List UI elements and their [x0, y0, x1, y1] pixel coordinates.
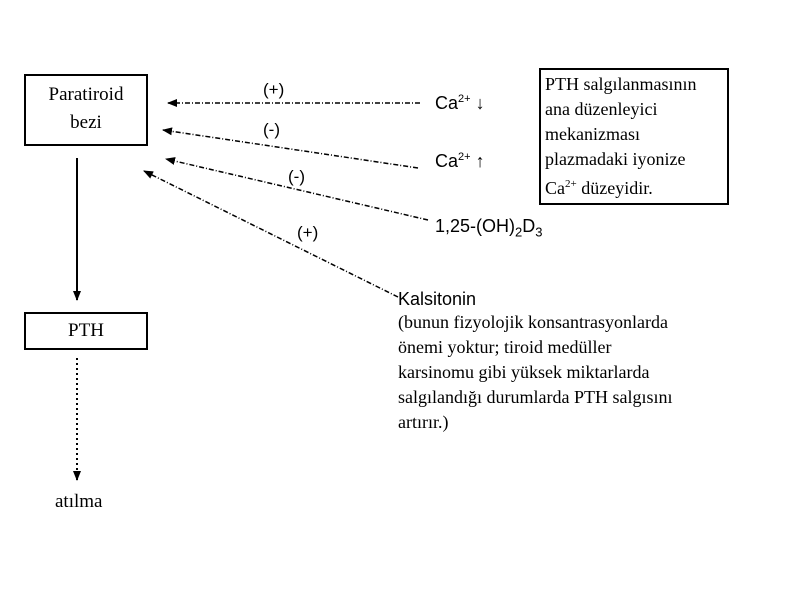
kalsitonin-note-line: salgılandığı durumlarda PTH salgısını	[398, 387, 673, 407]
paratiroid-label-line1: Paratiroid	[48, 84, 124, 105]
info-line: ana düzenleyici	[545, 99, 658, 119]
ca-low-base: Ca	[435, 93, 459, 113]
kalsitonin-note-line: önemi yoktur; tiroid medüller	[398, 337, 612, 357]
stimulus-ca-high	[435, 151, 485, 172]
kalsitonin-title: Kalsitonin	[398, 289, 477, 309]
sign-kalsitonin: (+)	[297, 223, 319, 242]
stimulus-vitd	[435, 216, 542, 240]
info-ca-base: Ca	[545, 178, 565, 198]
arrow-kalsitonin	[144, 171, 398, 297]
sign-ca-low: (+)	[263, 80, 285, 99]
kalsitonin-note-line: karsinomu gibi yüksek miktarlarda	[398, 362, 650, 382]
info-line: plazmadaki iyonize	[545, 149, 686, 169]
down-arrow-icon: ↓	[475, 93, 485, 113]
sign-vitd: (-)	[288, 167, 305, 186]
up-arrow-icon: ↑	[475, 151, 485, 171]
kalsitonin-note-line: (bunun fizyolojik konsantrasyonlarda	[398, 312, 668, 332]
vitd-mid: D	[522, 216, 536, 236]
vitd-sub1: 2	[515, 224, 523, 240]
stimulus-kalsitonin	[398, 288, 672, 435]
arrow-ca-high	[163, 130, 418, 168]
info-ca-charge: 2+	[565, 178, 577, 190]
paratiroid-node	[24, 74, 148, 146]
paratiroid-label-line2: bezi	[70, 112, 102, 133]
ca-high-charge: 2+	[458, 151, 471, 163]
pth-node	[24, 312, 148, 350]
vitd-prefix: 1,25-(OH)	[435, 216, 516, 236]
kalsitonin-note	[398, 310, 672, 435]
info-last-rest: düzeyidir.	[576, 178, 653, 198]
kalsitonin-note-line: artırır.)	[398, 412, 449, 432]
info-box	[539, 68, 729, 205]
vitd-sub2: 3	[535, 224, 543, 240]
info-line-last	[545, 172, 727, 201]
info-line: PTH salgılanmasının	[545, 74, 697, 94]
atilma-label: atılma	[55, 491, 103, 512]
pth-label: PTH	[68, 320, 104, 341]
ca-low-charge: 2+	[458, 93, 471, 105]
info-line: mekanizması	[545, 124, 640, 144]
ca-high-base: Ca	[435, 151, 459, 171]
sign-ca-high: (-)	[263, 120, 280, 139]
stimulus-ca-low	[435, 93, 485, 114]
